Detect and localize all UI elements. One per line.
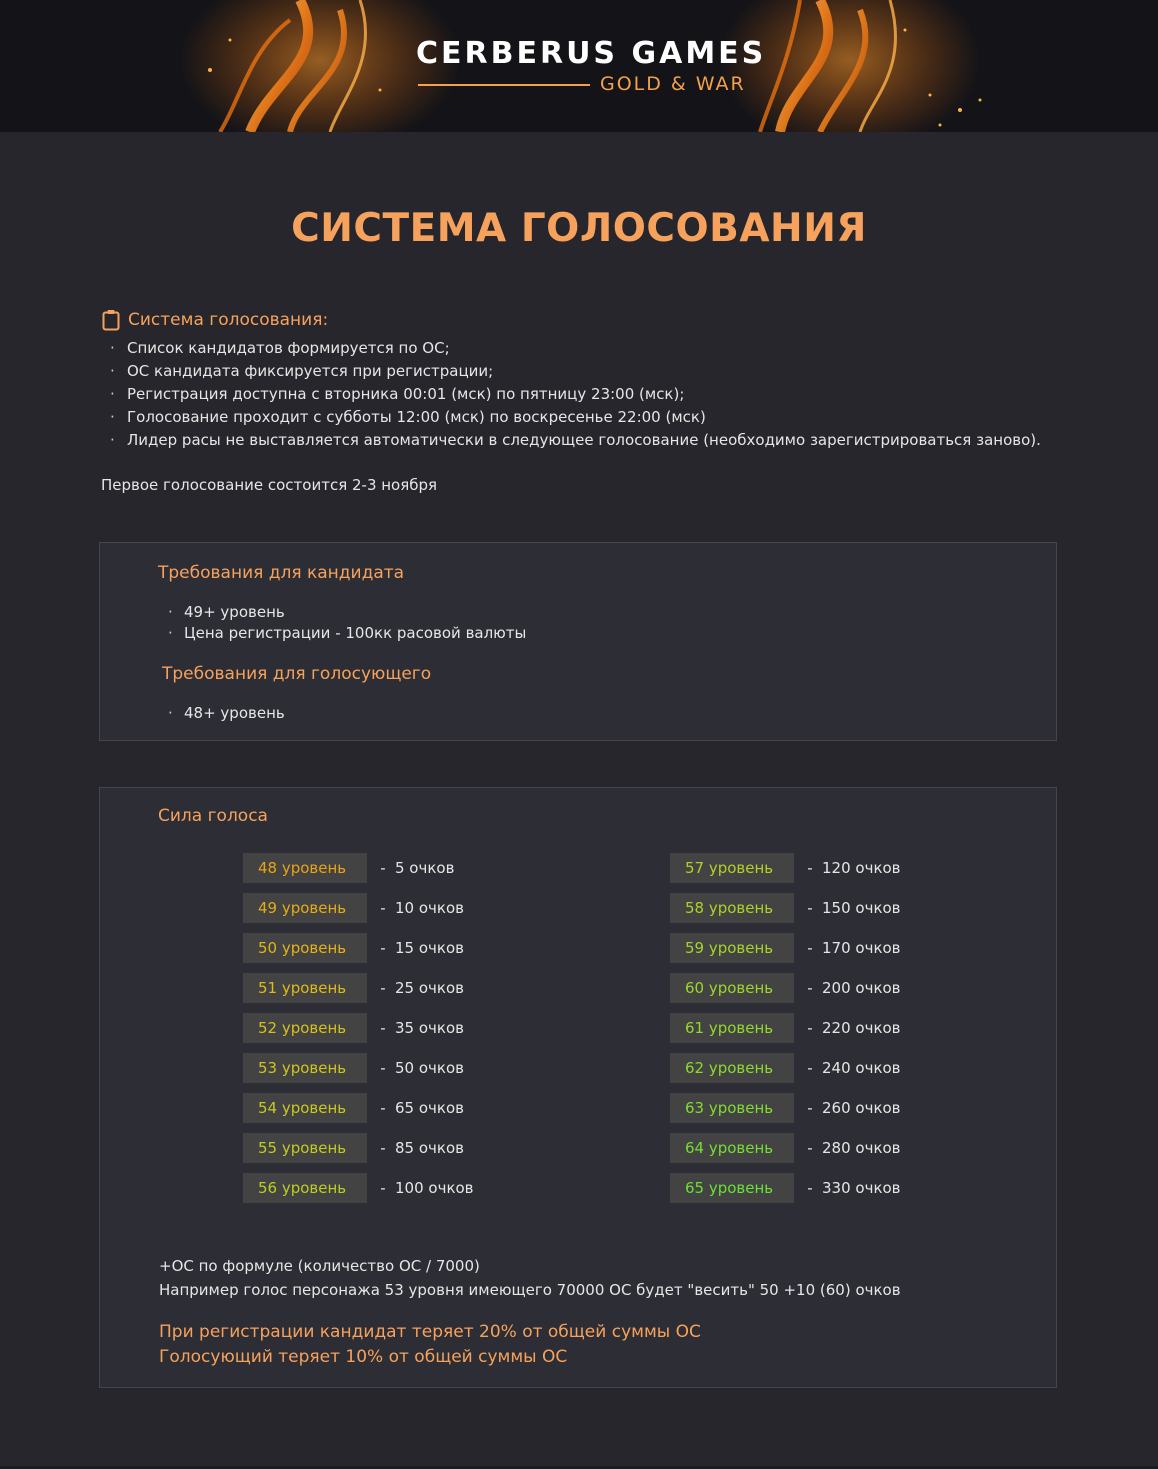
level-badge: 58 уровень — [670, 893, 794, 923]
level-dash: - — [807, 939, 813, 957]
formula-line: +ОС по формуле (количество ОС / 7000) — [159, 1257, 480, 1275]
level-dash: - — [380, 899, 386, 917]
level-badge: 48 уровень — [243, 853, 367, 883]
level-dash: - — [807, 1139, 813, 1157]
level-points: 85 очков — [395, 1139, 464, 1157]
list-item: · Цена регистрации - 100кк расовой валюты — [168, 623, 526, 644]
level-dash: - — [807, 1179, 813, 1197]
brand-divider — [418, 84, 590, 86]
level-badge: 50 уровень — [243, 933, 367, 963]
level-points: 15 очков — [395, 939, 464, 957]
level-row-left — [243, 1133, 464, 1163]
voting-section-title: Система голосования: — [128, 310, 329, 330]
level-dash: - — [380, 859, 386, 877]
first-vote-note: Первое голосование состоится 2-3 ноября — [101, 476, 438, 494]
level-row-left — [243, 1013, 464, 1043]
level-badge: 64 уровень — [670, 1133, 794, 1163]
level-points: 50 очков — [395, 1059, 464, 1077]
vote-power-title: Сила голоса — [158, 806, 268, 826]
level-row-right — [670, 853, 901, 883]
level-row-left — [243, 933, 464, 963]
warning-note — [159, 1320, 701, 1370]
level-dash: - — [380, 1099, 386, 1117]
list-item: · Голосование проходит с субботы 12:00 (мск) по воскресенье 22:00 (мск) — [108, 406, 1041, 429]
level-points: 280 очков — [822, 1139, 901, 1157]
level-badge: 51 уровень — [243, 973, 367, 1003]
level-row-right — [670, 973, 901, 1003]
level-badge: 52 уровень — [243, 1013, 367, 1043]
level-points: 25 очков — [395, 979, 464, 997]
level-points: 260 очков — [822, 1099, 901, 1117]
level-row-left — [243, 1173, 474, 1203]
level-badge: 49 уровень — [243, 893, 367, 923]
voter-requirements-title: Требования для голосующего — [162, 664, 432, 684]
voting-rules-list — [108, 337, 1041, 452]
level-dash: - — [807, 1019, 813, 1037]
level-dash: - — [807, 979, 813, 997]
level-dash: - — [807, 1099, 813, 1117]
list-item: · 48+ уровень — [168, 703, 285, 724]
brand-subtitle: GOLD & WAR — [600, 73, 746, 95]
level-row-left — [243, 893, 464, 923]
level-row-left — [243, 1093, 464, 1123]
list-item: · Лидер расы не выставляется автоматически в следующее голосование (необходимо зарегистрироваться заново). — [108, 429, 1041, 452]
list-item: · 49+ уровень — [168, 602, 526, 623]
level-dash: - — [807, 859, 813, 877]
level-points: 120 очков — [822, 859, 901, 877]
level-points: 10 очков — [395, 899, 464, 917]
level-points: 35 очков — [395, 1019, 464, 1037]
level-badge: 65 уровень — [670, 1173, 794, 1203]
voter-loss-warning: Голосующий теряет 10% от общей суммы ОС — [159, 1347, 568, 1367]
level-badge: 59 уровень — [670, 933, 794, 963]
level-row-left — [243, 973, 464, 1003]
level-row-left — [243, 1053, 464, 1083]
level-badge: 61 уровень — [670, 1013, 794, 1043]
level-badge: 60 уровень — [670, 973, 794, 1003]
level-points: 100 очков — [395, 1179, 474, 1197]
level-row-right — [670, 933, 901, 963]
clipboard-icon — [102, 309, 120, 331]
level-row-right — [670, 1173, 901, 1203]
candidate-requirements-list — [168, 602, 526, 644]
level-dash: - — [807, 1059, 813, 1077]
voter-requirements-list — [168, 703, 285, 724]
level-points: 150 очков — [822, 899, 901, 917]
candidate-requirements-title: Требования для кандидата — [158, 563, 405, 583]
level-badge: 63 уровень — [670, 1093, 794, 1123]
level-badge: 55 уровень — [243, 1133, 367, 1163]
vote-power-panel — [99, 787, 1057, 1388]
formula-note — [159, 1254, 901, 1302]
page-title: СИСТЕМА ГОЛОСОВАНИЯ — [291, 206, 867, 251]
level-badge: 54 уровень — [243, 1093, 367, 1123]
level-points: 330 очков — [822, 1179, 901, 1197]
formula-example: Например голос персонажа 53 уровня имеющего 70000 ОС будет "весить" 50 +10 (60) очков — [159, 1281, 901, 1299]
list-item: · Список кандидатов формируется по ОС; — [108, 337, 1041, 360]
level-badge: 53 уровень — [243, 1053, 367, 1083]
level-points: 200 очков — [822, 979, 901, 997]
level-dash: - — [807, 899, 813, 917]
level-dash: - — [380, 1059, 386, 1077]
level-dash: - — [380, 979, 386, 997]
list-item: · Регистрация доступна с вторника 00:01 (мск) по пятницу 23:00 (мск); — [108, 383, 1041, 406]
level-dash: - — [380, 1019, 386, 1037]
level-row-right — [670, 1093, 901, 1123]
level-dash: - — [380, 1139, 386, 1157]
level-points: 170 очков — [822, 939, 901, 957]
level-points: 65 очков — [395, 1099, 464, 1117]
level-points: 240 очков — [822, 1059, 901, 1077]
level-row-right — [670, 1013, 901, 1043]
level-dash: - — [380, 939, 386, 957]
requirements-panel — [99, 542, 1057, 741]
level-points: 5 очков — [395, 859, 455, 877]
level-row-right — [670, 1053, 901, 1083]
level-badge: 62 уровень — [670, 1053, 794, 1083]
level-row-right — [670, 1133, 901, 1163]
level-row-right — [670, 893, 901, 923]
level-badge: 57 уровень — [670, 853, 794, 883]
level-badge: 56 уровень — [243, 1173, 367, 1203]
level-points: 220 очков — [822, 1019, 901, 1037]
level-dash: - — [380, 1179, 386, 1197]
level-row-left — [243, 853, 454, 883]
header-banner — [0, 0, 1158, 132]
list-item: · ОС кандидата фиксируется при регистрации; — [108, 360, 1041, 383]
brand-title: CERBERUS GAMES — [416, 36, 767, 71]
candidate-loss-warning: При регистрации кандидат теряет 20% от общей суммы ОС — [159, 1322, 701, 1342]
voting-section-heading — [102, 308, 328, 332]
